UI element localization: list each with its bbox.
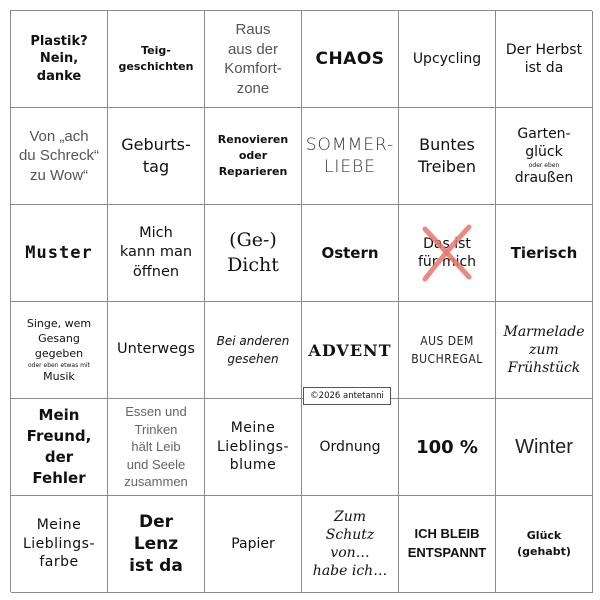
cell-main-text: SOMMER- LIEBE xyxy=(305,134,395,177)
bingo-cell[interactable] xyxy=(205,496,302,593)
cell-text xyxy=(117,340,195,360)
bingo-cell[interactable] xyxy=(496,496,593,593)
cell-main-text: Glück (gehabt) xyxy=(517,529,571,558)
cell-main-text: Mich kann man öffnen xyxy=(119,224,193,280)
bingo-cell[interactable] xyxy=(496,11,593,108)
cell-text xyxy=(129,511,183,577)
bingo-cell[interactable] xyxy=(302,496,399,593)
cell-text xyxy=(27,405,92,489)
cell-text xyxy=(308,341,391,360)
cell-text xyxy=(321,244,378,262)
bingo-grid xyxy=(10,10,592,592)
bingo-cell[interactable] xyxy=(399,496,496,593)
cell-main-text: Meine Lieblings- farbe xyxy=(22,516,96,571)
cell-main-text: Renovieren oder Reparieren xyxy=(217,133,289,178)
bingo-cell[interactable] xyxy=(205,302,302,399)
cell-main-text: Singe, wem Gesang gegeben xyxy=(26,316,92,361)
cell-main-text: Der Herbst ist da xyxy=(505,41,583,76)
cell-text xyxy=(418,235,476,271)
cell-main-text: ICH BLEIB ENTSPANNT xyxy=(407,526,487,560)
cell-text xyxy=(23,516,95,573)
bingo-cell[interactable] xyxy=(302,108,399,205)
bingo-cell[interactable] xyxy=(302,205,399,302)
bingo-cell[interactable] xyxy=(302,302,399,399)
cell-text xyxy=(515,436,573,459)
cell-main-text: Der Lenz ist da xyxy=(129,511,183,577)
bingo-cell[interactable] xyxy=(205,108,302,205)
cell-text xyxy=(218,132,288,180)
cell-main-text: Garten- glück xyxy=(517,126,571,161)
cell-text xyxy=(418,134,476,179)
bingo-cell[interactable] xyxy=(108,11,205,108)
bingo-cell[interactable] xyxy=(11,205,108,302)
cell-text xyxy=(320,438,381,456)
cell-text xyxy=(413,50,481,68)
cell-main-text: Zum Schutz von… habe ich… xyxy=(312,508,388,580)
bingo-cell[interactable] xyxy=(302,399,399,496)
cell-main-text: CHAOS xyxy=(315,49,385,69)
cell-main-text: Bei anderen gesehen xyxy=(216,334,290,366)
cell-text xyxy=(19,127,99,186)
bingo-cell[interactable] xyxy=(11,399,108,496)
bingo-cell[interactable] xyxy=(108,205,205,302)
cell-text xyxy=(224,20,282,98)
cell-main-text: Meine Lieblings- blume xyxy=(216,419,290,474)
cell-main-text: Muster xyxy=(25,243,93,263)
cell-text xyxy=(411,332,483,368)
bingo-cell[interactable] xyxy=(399,108,496,205)
bingo-cell[interactable] xyxy=(496,302,593,399)
bingo-cell[interactable] xyxy=(11,496,108,593)
bingo-cell[interactable] xyxy=(205,399,302,496)
cell-main-text: Von „ach du Schreck“ zu Wow“ xyxy=(18,127,100,184)
bingo-cell[interactable] xyxy=(399,11,496,108)
bingo-cell[interactable] xyxy=(205,11,302,108)
bingo-cell[interactable] xyxy=(108,108,205,205)
cell-main-text: AUS DEM BUCHREGAL xyxy=(411,334,483,366)
bingo-cell[interactable] xyxy=(496,399,593,496)
cell-text xyxy=(30,33,87,86)
cell-text xyxy=(506,41,582,77)
cell-text xyxy=(511,244,578,262)
bingo-cell[interactable] xyxy=(399,302,496,399)
cell-text xyxy=(119,43,194,75)
cell-main-text: Teig- geschichten xyxy=(118,44,194,73)
copyright-label: ©2026 antetanni xyxy=(303,387,391,405)
cell-main-text: Unterwegs xyxy=(117,341,195,358)
cell-main-text: Upcycling xyxy=(412,50,482,67)
cell-text xyxy=(315,49,384,69)
cell-text xyxy=(124,403,188,491)
cell-text xyxy=(306,134,395,178)
cell-text xyxy=(231,535,275,553)
cell-main-text: ADVENT xyxy=(308,340,392,360)
cell-main-text: Essen und Trinken hält Leib und Seele zusammen xyxy=(124,404,188,490)
cell-main-text: 100 % xyxy=(416,436,478,458)
cell-main-text: Tierisch xyxy=(510,244,578,262)
cell-text xyxy=(517,528,571,560)
cell-small-text: oder eben etwas mit xyxy=(28,361,90,369)
bingo-cell[interactable] xyxy=(108,302,205,399)
bingo-cell[interactable] xyxy=(205,205,302,302)
bingo-cell[interactable] xyxy=(496,205,593,302)
cell-main-text: Buntes Treiben xyxy=(417,134,477,176)
cell-main-text: Das ist für mich xyxy=(417,235,477,270)
cell-text xyxy=(25,243,92,263)
cell-secondary-text: draußen xyxy=(514,169,574,186)
bingo-cell[interactable] xyxy=(302,11,399,108)
cell-main-text: Plastik? Nein, danke xyxy=(30,33,88,84)
cell-text xyxy=(408,525,486,563)
cell-main-text: (Ge-) Dicht xyxy=(227,229,279,276)
cell-text xyxy=(121,134,191,179)
cell-main-text: Papier xyxy=(231,535,275,552)
bingo-cell[interactable] xyxy=(496,108,593,205)
cell-text xyxy=(515,125,573,187)
cell-text xyxy=(120,224,192,283)
cell-secondary-text: Musik xyxy=(43,369,75,383)
cell-main-text: Marmelade zum Frühstück xyxy=(503,323,585,377)
bingo-cell[interactable] xyxy=(399,399,496,496)
cell-text xyxy=(27,316,91,385)
cell-small-text: oder eben xyxy=(528,161,560,169)
bingo-cell[interactable] xyxy=(399,205,496,302)
cell-main-text: Ordnung xyxy=(319,438,381,455)
cell-main-text: Raus aus der Komfort- zone xyxy=(224,21,282,97)
cell-main-text: Winter xyxy=(515,435,573,458)
cell-main-text: Ostern xyxy=(321,244,379,262)
cell-text xyxy=(416,437,478,458)
bingo-cell[interactable] xyxy=(11,11,108,108)
cell-text xyxy=(217,419,289,476)
bingo-cell[interactable] xyxy=(11,108,108,205)
cell-text xyxy=(217,332,290,368)
cell-text xyxy=(313,508,387,581)
cell-text xyxy=(503,323,584,378)
bingo-cell[interactable] xyxy=(108,399,205,496)
cell-main-text: Mein Freund, der Fehler xyxy=(26,406,92,487)
cell-text xyxy=(227,228,279,277)
bingo-cell[interactable] xyxy=(108,496,205,593)
cell-main-text: Geburts- tag xyxy=(121,134,191,176)
bingo-cell[interactable] xyxy=(11,302,108,399)
